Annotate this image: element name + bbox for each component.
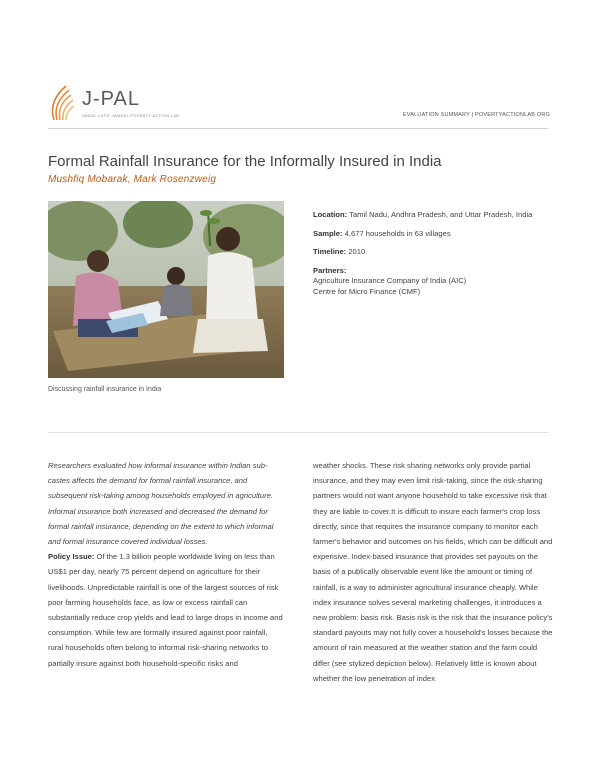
timeline-label: Timeline: (313, 247, 347, 256)
jpal-logo (48, 82, 198, 122)
policy-issue-label: Policy Issue: (48, 552, 95, 562)
study-info (313, 210, 533, 305)
logo-text: J-PAL (82, 88, 140, 110)
partner-item: Centre for Micro Finance (CMF) (313, 286, 421, 296)
partners-label: Partners: (313, 265, 347, 275)
photo-caption: Discussing rainfall insurance in India (48, 386, 162, 393)
field-photo (48, 201, 284, 378)
timeline-value: 2010 (348, 247, 366, 256)
header-divider (48, 128, 548, 129)
page-title: Formal Rainfall Insurance for the Informally Insured in India (48, 153, 442, 170)
sample-value: 4,677 households in 63 villages (344, 228, 451, 238)
location-label: Location: (313, 210, 348, 219)
right-column-text: weather shocks. These risk sharing networks only provide partial insurance, and they may even limit risk-taking, since the risk-sharing partners would not want anyone household to take excessive risk that they are liable to cover.It is difficult to insure each farmer's crop loss directly, since that requires the insurance company to monitor each farmer's behavior and outcomes on his fields, which can be difficult and expensive. Index-based insurance that provides set payouts on the basis of a publically observable event like the amount or timing of rainfall, is a way to administer agricultural insurance cheaply. While index insurance solves several marketing challenges, it introduces a new problem: basis risk. Basis risk is the risk that the insurance policy's standard payouts may not fully cover a household's losses because the amount of rain measured at the weather station and the farm could differ (see stylized depiction below). Relatively little is known about whether the low penetration of index (313, 461, 553, 683)
info-location (313, 210, 533, 221)
policy-issue-text: Of the 1.3 billion people worldwide living on less than US$1 per day, nearly 75 percent depend on agriculture for their livelihoods. Unpredictable rainfall is one of the largest sources of risk poor farming households face, as low or excess rainfall can substantially reduce crop yields and lead to large drops in income and consumption. While few are formally insured against poor rainfall, rural households often belong to informal risk-sharing networks to partially insure against both household-specific risks and (48, 552, 283, 668)
sample-label: Sample: (313, 228, 343, 238)
authors: Mushfiq Mobarak, Mark Rosenzweig (48, 174, 217, 185)
logo-tagline: ABDUL LATIF JAMEEL POVERTY ACTION LAB (82, 113, 180, 118)
location-value: Tamil Nadu, Andhra Pradesh, and Uttar Pradesh, India (349, 210, 533, 219)
jpal-flame-icon (48, 82, 82, 122)
right-column (313, 458, 553, 686)
partner-item: Agriculture Insurance Company of India (AIC) (313, 276, 467, 285)
section-divider (48, 432, 548, 433)
left-column (48, 458, 284, 671)
header-label: EVALUATION SUMMARY | POVERTYACTIONLAB.ORG (402, 112, 550, 118)
intro-summary: Researchers evaluated how informal insurance within Indian sub-castes affects the demand for formal rainfall insurance, and subsequent risk-taking among households employed in agriculture. Informal insurance both increased and decreased the demand for formal rainfall insurance, depending on the extent to which informal and formal insurance covered individual losses. (48, 461, 274, 547)
info-partners (313, 266, 533, 298)
info-sample (313, 229, 533, 240)
policy-issue-paragraph (48, 549, 284, 671)
info-timeline (313, 247, 533, 258)
